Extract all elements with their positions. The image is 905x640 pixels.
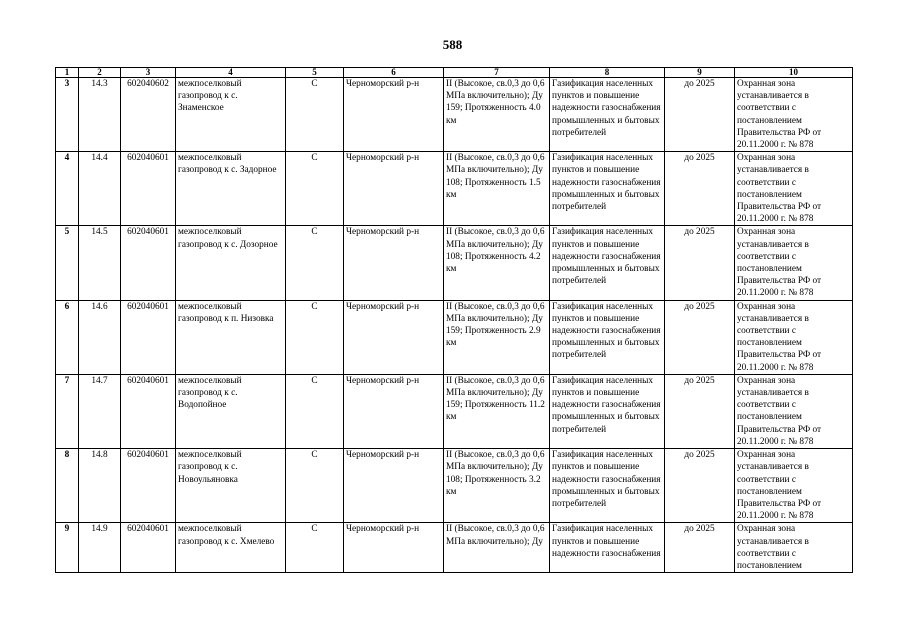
table-row xyxy=(56,374,853,448)
table-row xyxy=(56,300,853,374)
object-name: межпоселковый газопровод к с. Водопойное xyxy=(176,374,286,448)
table-row xyxy=(56,523,853,573)
pipeline-parameters: II (Высокое, св.0,3 до 0,6 МПа включительно); Ду xyxy=(444,523,550,573)
object-name: межпоселковый газопровод к с. Задорное xyxy=(176,152,286,226)
protection-zone: Охранная зона устанавливается в соответствии с постановлением Правительства РФ от 20.11.2000 г. № 878 xyxy=(735,152,853,226)
row-number: 4 xyxy=(56,152,79,226)
purpose: Газификация населенных пунктов и повышение надежности газоснабжения промышленных и бытовых потребителей xyxy=(550,449,665,523)
object-id: 602040601 xyxy=(121,374,176,448)
deadline: до 2025 xyxy=(665,78,735,152)
object-name: межпоселковый газопровод к с. Новоульяновка xyxy=(176,449,286,523)
purpose: Газификация населенных пунктов и повышение надежности газоснабжения промышленных и бытовых потребителей xyxy=(550,374,665,448)
pipeline-parameters: II (Высокое, св.0,3 до 0,6 МПа включительно); Ду 108; Протяженность 1.5 км xyxy=(444,152,550,226)
row-number: 5 xyxy=(56,226,79,300)
object-code: 14.6 xyxy=(79,300,121,374)
object-id: 602040601 xyxy=(121,449,176,523)
deadline: до 2025 xyxy=(665,374,735,448)
object-status: С xyxy=(286,449,344,523)
protection-zone: Охранная зона устанавливается в соответствии с постановлением Правительства РФ от 20.11.2000 г. № 878 xyxy=(735,78,853,152)
object-status: С xyxy=(286,226,344,300)
district: Черноморский р-н xyxy=(344,226,444,300)
deadline: до 2025 xyxy=(665,226,735,300)
object-name: межпоселковый газопровод к с. Хмелево xyxy=(176,523,286,573)
district: Черноморский р-н xyxy=(344,152,444,226)
row-number: 3 xyxy=(56,78,79,152)
table-row xyxy=(56,226,853,300)
deadline: до 2025 xyxy=(665,523,735,573)
object-code: 14.4 xyxy=(79,152,121,226)
object-status: С xyxy=(286,152,344,226)
object-status: С xyxy=(286,374,344,448)
district: Черноморский р-н xyxy=(344,523,444,573)
object-id: 602040601 xyxy=(121,152,176,226)
column-header: 9 xyxy=(665,68,735,78)
pipeline-parameters: II (Высокое, св.0,3 до 0,6 МПа включительно); Ду 159; Протяженность 4.0 км xyxy=(444,78,550,152)
column-header: 8 xyxy=(550,68,665,78)
district: Черноморский р-н xyxy=(344,300,444,374)
purpose: Газификация населенных пунктов и повышение надежности газоснабжения промышленных и бытовых потребителей xyxy=(550,226,665,300)
column-header: 7 xyxy=(444,68,550,78)
header-row xyxy=(56,68,853,78)
purpose: Газификация населенных пунктов и повышение надежности газоснабжения промышленных и бытовых потребителей xyxy=(550,300,665,374)
protection-zone: Охранная зона устанавливается в соответствии с постановлением Правительства РФ от 20.11.2000 г. № 878 xyxy=(735,374,853,448)
pipeline-parameters: II (Высокое, св.0,3 до 0,6 МПа включительно); Ду 108; Протяженность 3.2 км xyxy=(444,449,550,523)
column-header: 5 xyxy=(286,68,344,78)
column-header: 6 xyxy=(344,68,444,78)
page-number: 588 xyxy=(442,37,463,52)
column-header: 2 xyxy=(79,68,121,78)
district: Черноморский р-н xyxy=(344,449,444,523)
row-number: 7 xyxy=(56,374,79,448)
object-status: С xyxy=(286,523,344,573)
table-row xyxy=(56,449,853,523)
purpose: Газификация населенных пунктов и повышение надежности газоснабжения промышленных и бытовых потребителей xyxy=(550,152,665,226)
table-row xyxy=(56,78,853,152)
pipeline-parameters: II (Высокое, св.0,3 до 0,6 МПа включительно); Ду 159; Протяженность 11.2 км xyxy=(444,374,550,448)
column-header: 3 xyxy=(121,68,176,78)
object-code: 14.3 xyxy=(79,78,121,152)
object-name: межпоселковый газопровод к с. Знаменское xyxy=(176,78,286,152)
deadline: до 2025 xyxy=(665,300,735,374)
purpose: Газификация населенных пунктов и повышение надежности газоснабжения промышленных и бытовых потребителей xyxy=(550,78,665,152)
gas-pipeline-table xyxy=(55,67,853,573)
purpose: Газификация населенных пунктов и повышение надежности газоснабжения xyxy=(550,523,665,573)
object-code: 14.8 xyxy=(79,449,121,523)
object-code: 14.5 xyxy=(79,226,121,300)
column-header: 1 xyxy=(56,68,79,78)
object-name: межпоселковый газопровод к с. Дозорное xyxy=(176,226,286,300)
object-code: 14.9 xyxy=(79,523,121,573)
object-name: межпоселковый газопровод к п. Низовка xyxy=(176,300,286,374)
protection-zone: Охранная зона устанавливается в соответствии с постановлением Правительства РФ от 20.11.2000 г. № 878 xyxy=(735,449,853,523)
column-header: 4 xyxy=(176,68,286,78)
protection-zone: Охранная зона устанавливается в соответствии с постановлением Правительства РФ от 20.11.2000 г. № 878 xyxy=(735,226,853,300)
object-id: 602040601 xyxy=(121,300,176,374)
row-number: 9 xyxy=(56,523,79,573)
object-id: 602040601 xyxy=(121,226,176,300)
pipeline-parameters: II (Высокое, св.0,3 до 0,6 МПа включительно); Ду 159; Протяженность 2.9 км xyxy=(444,300,550,374)
column-header: 10 xyxy=(735,68,853,78)
deadline: до 2025 xyxy=(665,152,735,226)
deadline: до 2025 xyxy=(665,449,735,523)
object-id: 602040602 xyxy=(121,78,176,152)
protection-zone: Охранная зона устанавливается в соответствии с постановлением xyxy=(735,523,853,573)
object-status: С xyxy=(286,300,344,374)
row-number: 8 xyxy=(56,449,79,523)
object-status: С xyxy=(286,78,344,152)
table-row xyxy=(56,152,853,226)
object-code: 14.7 xyxy=(79,374,121,448)
district: Черноморский р-н xyxy=(344,374,444,448)
pipeline-parameters: II (Высокое, св.0,3 до 0,6 МПа включительно); Ду 108; Протяженность 4.2 км xyxy=(444,226,550,300)
district: Черноморский р-н xyxy=(344,78,444,152)
object-id: 602040601 xyxy=(121,523,176,573)
protection-zone: Охранная зона устанавливается в соответствии с постановлением Правительства РФ от 20.11.2000 г. № 878 xyxy=(735,300,853,374)
row-number: 6 xyxy=(56,300,79,374)
